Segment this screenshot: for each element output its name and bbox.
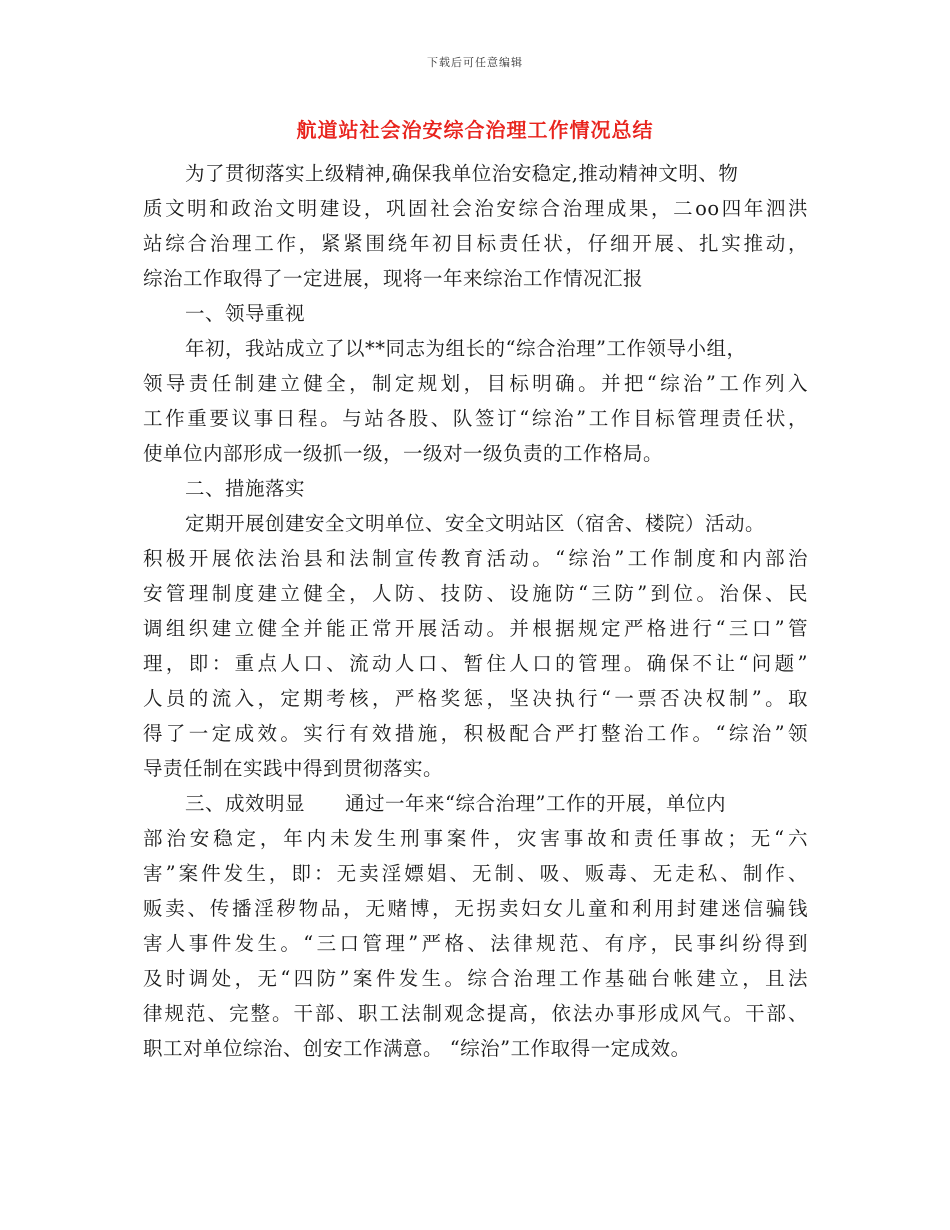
section-2-line: 积极开展依法治县和法制宣传教育活动。“综治”工作制度和内部治: [143, 547, 808, 570]
section-1-line: 领导责任制建立健全，制定规划，目标明确。并把“综治”工作列入: [143, 372, 808, 395]
section-3-line: 贩卖、传播淫秽物品，无赌博，无拐卖妇女儿童和利用封建迷信骗钱: [143, 897, 808, 920]
intro-line: 质文明和政治文明建设，巩固社会治安综合治理成果，二oo四年泗洪: [143, 197, 808, 220]
section-1-line: 使单位内部形成一级抓一级，一级对一级负责的工作格局。: [143, 442, 664, 465]
page-header-note: 下载后可任意编辑: [427, 56, 523, 69]
section-3-line: 律规范、完整。干部、职工法制观念提高，依法办事形成风气。干部、: [143, 1002, 808, 1025]
section-3-line: 害”案件发生，即：无卖淫嫖娼、无制、吸、贩毒、无走私、制作、: [143, 862, 808, 885]
document-body: [143, 156, 808, 1066]
section-2-line: 理，即：重点人口、流动人口、暂住人口的管理。确保不让“问题”: [143, 652, 808, 675]
section-2-line: 安管理制度建立健全，人防、技防、设施防“三防”到位。治保、民: [143, 582, 808, 605]
section-2-line: 定期开展创建安全文明单位、安全文明站区（宿舍、楼院）活动。: [185, 512, 766, 535]
document-title: 航道站社会治安综合治理工作情况总结: [296, 118, 654, 142]
section-3-line: 及时调处，无“四防”案件发生。综合治理工作基础台帐建立，且法: [143, 967, 808, 990]
section-3-line: 害人事件发生。“三口管理”严格、法律规范、有序，民事纠纷得到: [143, 932, 808, 955]
intro-line: 站综合治理工作，紧紧围绕年初目标责任状，仔细开展、扎实推动，: [143, 232, 808, 255]
section-2-heading: 二、措施落实: [185, 477, 306, 500]
section-3-heading: 三、成效明显: [185, 792, 306, 815]
intro-line: 综治工作取得了一定进展，现将一年来综治工作情况汇报: [143, 267, 644, 290]
section-2-line: 人员的流入，定期考核，严格奖惩，坚决执行“一票否决权制”。取: [143, 687, 808, 710]
section-3-line: 职工对单位综治、创安工作满意。 “综治”工作取得一定成效。: [143, 1037, 691, 1060]
section-1-heading: 一、领导重视: [185, 302, 306, 325]
section-3-first-line: [143, 786, 808, 821]
section-2-line: 导责任制在实践中得到贯彻落实。: [143, 757, 444, 780]
section-3-first-line-text: 通过一年来“综合治理”工作的开展，单位内: [345, 792, 726, 815]
section-1-line: 工作重要议事日程。与站各股、队签订“综治”工作目标管理责任状，: [143, 407, 808, 430]
section-3-line: 部治安稳定，年内未发生刑事案件，灾害事故和责任事故；无“六: [143, 827, 808, 850]
intro-line: 为了贯彻落实上级精神,确保我单位治安稳定,推动精神文明、物: [185, 162, 739, 185]
section-2-line: 得了一定成效。实行有效措施，积极配合严打整治工作。“综治”领: [143, 722, 808, 745]
section-2-line: 调组织建立健全并能正常开展活动。并根据规定严格进行“三口”管: [143, 617, 808, 640]
section-1-line: 年初，我站成立了以**同志为组长的“综合治理”工作领导小组，: [185, 337, 747, 360]
